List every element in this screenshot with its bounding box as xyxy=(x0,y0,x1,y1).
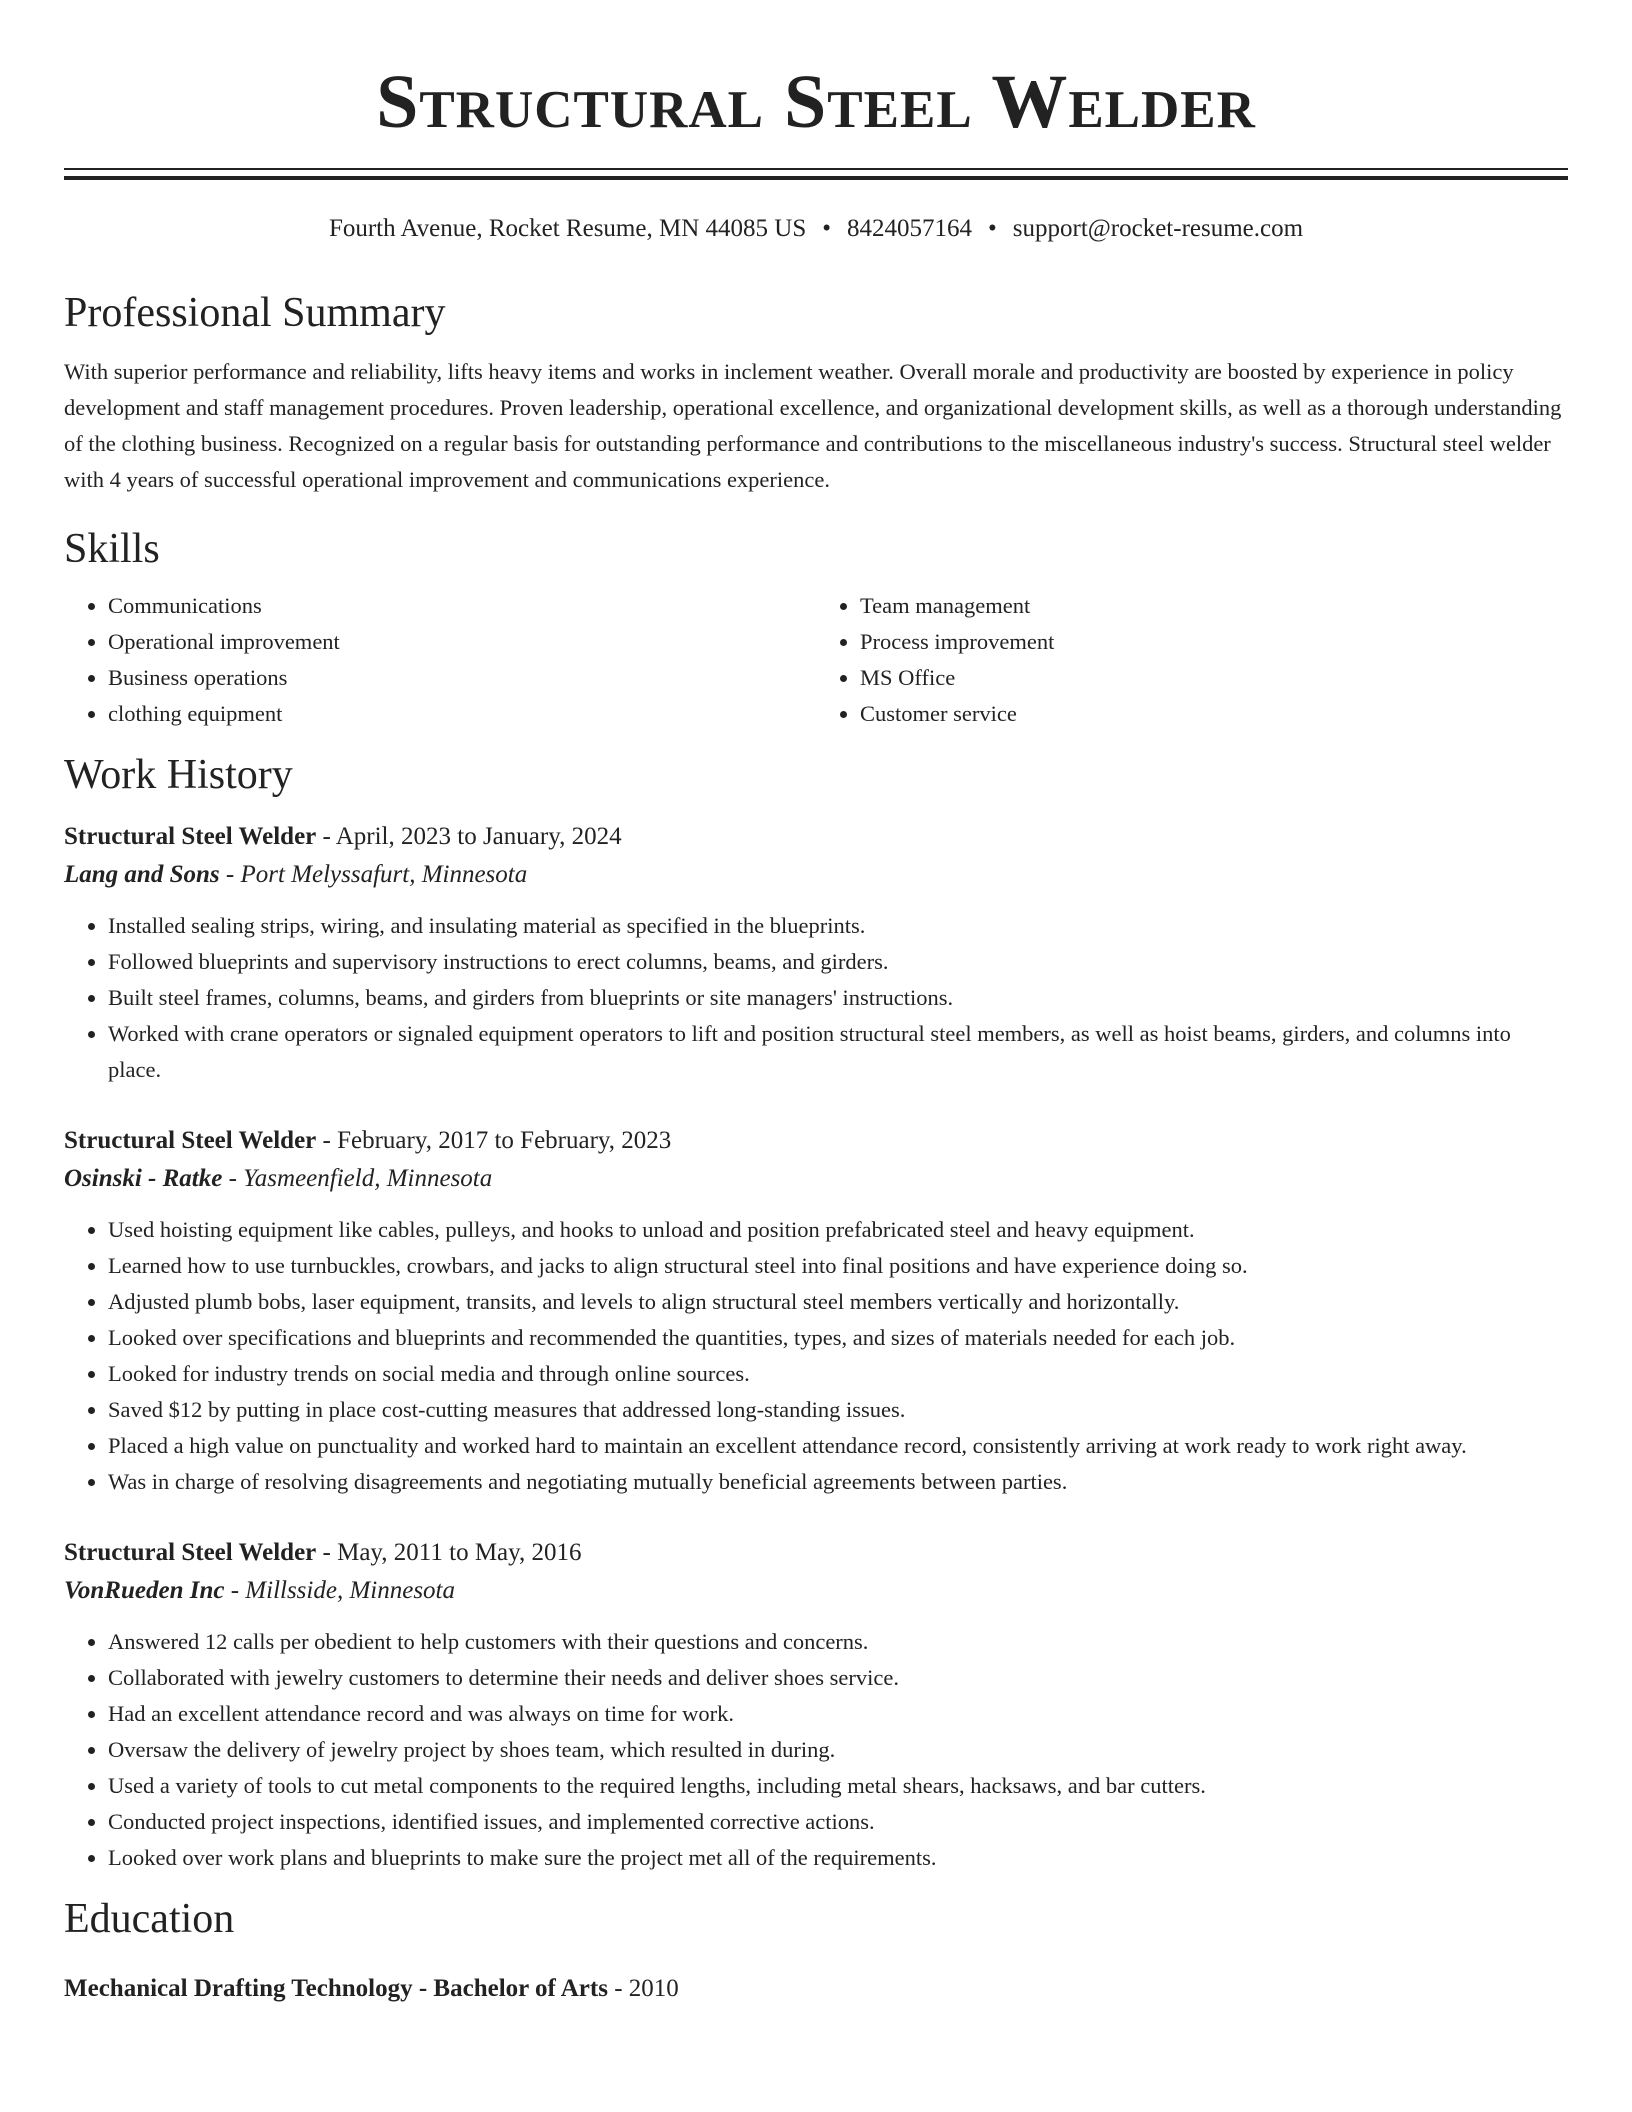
job-bullet: • Adjusted plumb bobs, laser equipment, transits, and levels to align structural steel members vertically and horizontally. xyxy=(108,1284,1568,1320)
job-bullet: • Placed a high value on punctuality and worked hard to maintain an excellent attendance record, consistently arriving at work ready to work right away. xyxy=(108,1428,1568,1464)
job-location: - Port Melyssafurt, Minnesota xyxy=(219,861,528,888)
job-bullets xyxy=(64,1624,1568,1876)
job-bullet: • Used hoisting equipment like cables, pulleys, and hooks to unload and position prefabricated steel and heavy equipment. xyxy=(108,1212,1568,1248)
job-dates: - February, 2017 to February, 2023 xyxy=(316,1127,672,1154)
job-entry xyxy=(64,1122,1568,1500)
skill-item: • Team management xyxy=(860,588,1568,624)
job-bullet: • Looked for industry trends on social media and through online sources. xyxy=(108,1356,1568,1392)
skill-item: • MS Office xyxy=(860,660,1568,696)
job-bullets xyxy=(64,1212,1568,1500)
job-bullet: • Worked with crane operators or signaled equipment operators to lift and position structural steel members, as well as hoist beams, girders, and columns into place. xyxy=(108,1016,1568,1088)
job-bullet: • Looked over work plans and blueprints to make sure the project met all of the requirements. xyxy=(108,1840,1568,1876)
skill-item: • Customer service xyxy=(860,696,1568,732)
education-degree: Mechanical Drafting Technology - Bachelor of Arts xyxy=(64,1975,608,2002)
job-bullet: • Collaborated with jewelry customers to determine their needs and deliver shoes service. xyxy=(108,1660,1568,1696)
job-bullet: • Answered 12 calls per obedient to help customers with their questions and concerns. xyxy=(108,1624,1568,1660)
contact-email: support@rocket-resume.com xyxy=(1012,215,1304,242)
title-divider-thick xyxy=(64,176,1568,180)
skills-list-right xyxy=(816,588,1568,732)
job-bullet: • Installed sealing strips, wiring, and insulating material as specified in the blueprints. xyxy=(108,908,1568,944)
job-company: Osinski - Ratke xyxy=(64,1165,223,1192)
job-dates: - May, 2011 to May, 2016 xyxy=(316,1539,582,1566)
job-location: - Millsside, Minnesota xyxy=(224,1577,455,1604)
education-heading: Education xyxy=(64,1896,235,1942)
summary-heading: Professional Summary xyxy=(64,290,446,336)
contact-separator: • xyxy=(822,215,831,242)
job-company-line xyxy=(64,1160,1568,1198)
job-title-line xyxy=(64,1122,1568,1160)
skill-item: • Business operations xyxy=(108,660,816,696)
education-entry xyxy=(64,1970,1568,2008)
job-role: Structural Steel Welder xyxy=(64,1539,317,1566)
education-year: - 2010 xyxy=(607,1975,679,2002)
job-company: VonRueden Inc xyxy=(64,1577,225,1604)
job-location: - Yasmeenfield, Minnesota xyxy=(222,1165,493,1192)
skill-item: • Operational improvement xyxy=(108,624,816,660)
job-company-line xyxy=(64,1572,1568,1610)
job-dates: - April, 2023 to January, 2024 xyxy=(316,823,622,850)
contact-phone: 8424057164 xyxy=(847,215,972,242)
job-bullet: • Had an excellent attendance record and was always on time for work. xyxy=(108,1696,1568,1732)
job-role: Structural Steel Welder xyxy=(64,823,317,850)
skill-item: • clothing equipment xyxy=(108,696,816,732)
resume-title: Structural Steel Welder xyxy=(376,60,1256,144)
skill-item: • Process improvement xyxy=(860,624,1568,660)
skills-list-left xyxy=(64,588,816,732)
job-bullet: • Saved $12 by putting in place cost-cutting measures that addressed long-standing issues. xyxy=(108,1392,1568,1428)
skills-heading: Skills xyxy=(64,526,160,572)
title-divider-thin xyxy=(64,168,1568,170)
job-company: Lang and Sons xyxy=(64,861,220,888)
job-bullets xyxy=(64,908,1568,1088)
job-role: Structural Steel Welder xyxy=(64,1127,317,1154)
job-title-line xyxy=(64,1534,1568,1572)
contact-line xyxy=(64,214,1568,244)
contact-separator: • xyxy=(988,215,997,242)
skills-columns xyxy=(64,588,1568,732)
job-bullet: • Looked over specifications and blueprints and recommended the quantities, types, and sizes of materials needed for each job. xyxy=(108,1320,1568,1356)
job-bullet: • Oversaw the delivery of jewelry project by shoes team, which resulted in during. xyxy=(108,1732,1568,1768)
job-company-line xyxy=(64,856,1568,894)
summary-text: With superior performance and reliability, lifts heavy items and works in inclement weather. Overall morale and productivity are boosted by experience in policy development and staff management procedures. Proven leadership, operational excellence, and organizational development skills, as well as a thorough understanding of the clothing business. Recognized on a regular basis for outstanding performance and contributions to the miscellaneous industry's success. Structural steel welder with 4 years of successful operational improvement and communications experience. xyxy=(64,359,1562,492)
job-bullet: • Used a variety of tools to cut metal components to the required lengths, including metal shears, hacksaws, and bar cutters. xyxy=(108,1768,1568,1804)
job-bullet: • Learned how to use turnbuckles, crowbars, and jacks to align structural steel into final positions and have experience doing so. xyxy=(108,1248,1568,1284)
job-bullet: • Built steel frames, columns, beams, and girders from blueprints or site managers' instructions. xyxy=(108,980,1568,1016)
job-entry xyxy=(64,1534,1568,1876)
job-bullet: • Followed blueprints and supervisory instructions to erect columns, beams, and girders. xyxy=(108,944,1568,980)
job-entry xyxy=(64,818,1568,1088)
job-bullet: • Conducted project inspections, identified issues, and implemented corrective actions. xyxy=(108,1804,1568,1840)
job-bullet: • Was in charge of resolving disagreements and negotiating mutually beneficial agreements between parties. xyxy=(108,1464,1568,1500)
skill-item: • Communications xyxy=(108,588,816,624)
work-history-heading: Work History xyxy=(64,752,293,798)
job-title-line xyxy=(64,818,1568,856)
contact-address: Fourth Avenue, Rocket Resume, MN 44085 US xyxy=(328,215,807,242)
